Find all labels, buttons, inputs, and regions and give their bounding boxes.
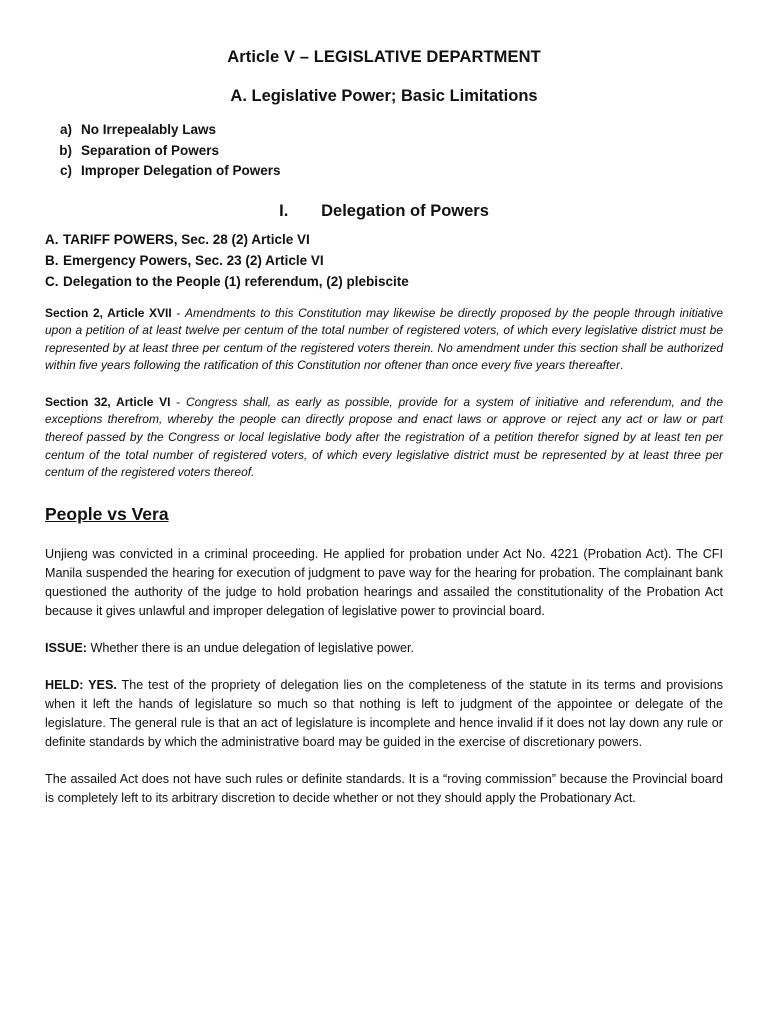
held-label: HELD: YES.: [45, 677, 117, 692]
list-marker: C.: [45, 273, 59, 289]
held-text: The test of the propriety of delegation lies on the completeness of the statute in its terms and provisions when it left the hands of legislature so much so that nothing is left to judgment of the appointee or delegate of the legislature. The general rule is that an act of legislature is incomplete and hence invalid if it does not lay down any rule or definite standards by which the administrative board may be guided in the exercise of discretionary powers.: [45, 677, 723, 749]
case-conclusion: The assailed Act does not have such rules or definite standards. It is a “roving commission” because the Provincial board is completely left to its arbitrary discretion to decide whether or not they should apply the Probationary Act.: [45, 771, 723, 805]
case-title: People vs Vera: [45, 503, 169, 524]
delegation-text: TARIFF POWERS, Sec. 28 (2) Article VI: [63, 231, 310, 247]
limitation-text: No Irrepealably Laws: [81, 122, 217, 137]
section-title: Delegation of Powers: [321, 201, 489, 220]
document-subtitle: A. Legislative Power; Basic Limitations: [230, 87, 538, 105]
limitation-item: [45, 120, 723, 141]
provision-end: .: [619, 358, 624, 373]
provision-citation: Section 2, Article XVII: [45, 305, 172, 320]
list-marker: A.: [45, 231, 59, 247]
provision-paragraph: [45, 394, 723, 482]
limitations-list: [45, 120, 723, 182]
case-held: [45, 676, 723, 752]
delegation-text: Emergency Powers, Sec. 23 (2) Article VI: [63, 252, 324, 268]
list-marker: B.: [45, 252, 59, 268]
limitation-text: Separation of Powers: [81, 142, 220, 158]
delegation-list: [45, 229, 723, 292]
limitation-item: [45, 161, 723, 182]
provision-paragraph: [45, 305, 723, 375]
provision-separator: -: [171, 305, 185, 320]
issue-label: ISSUE:: [45, 640, 87, 655]
case-issue: [45, 639, 723, 658]
delegation-item: [45, 229, 723, 250]
section-heading: [45, 202, 723, 221]
document-title: Article V – LEGISLATIVE DEPARTMENT: [227, 48, 541, 66]
delegation-text: Delegation to the People (1) referendum, (2) plebiscite: [63, 273, 409, 289]
list-marker: a): [59, 122, 72, 137]
limitation-item: [45, 141, 723, 162]
list-marker: c): [59, 163, 72, 178]
provision-text: Amendments to this Constitution may likewise be directly proposed by the people through initiative upon a petition of at least twelve per centum of the total number of registered voters, of which every legislative district must be represented by at least three per centum of the registered voters therein. No amendment under this section shall be authorized within five years following the ratification of this Constitution nor oftener than once every five years thereafter: [45, 305, 723, 373]
case-facts: Unjieng was convicted in a criminal proceeding. He applied for probation under Act No. 4221 (Probation Act). The CFI Manila suspended the hearing for execution of judgment to pave way for the hearing for probation. The complainant bank questioned the authority of the judge to hold probation hearings and assailed the constitutionality of the Probation Act because it gives unlawful and improper delegation of legislative power to provincial board.: [45, 546, 723, 618]
provision-citation: Section 32, Article VI: [45, 394, 171, 409]
list-marker: b): [59, 142, 72, 158]
delegation-item: [45, 271, 723, 292]
delegation-item: [45, 250, 723, 271]
provision-separator: -: [170, 394, 186, 409]
section-number: I.: [279, 201, 289, 220]
issue-text: Whether there is an undue delegation of legislative power.: [87, 640, 414, 655]
limitation-text: Improper Delegation of Powers: [81, 163, 281, 178]
provision-text: Congress shall, as early as possible, provide for a system of initiative and referendum, and the exceptions therefrom, whereby the people can directly propose and enact laws or approve or reject any act or law or part thereof passed by the Congress or local legislative body after the registration of a petition therefor signed by at least ten per centum of the total number of registered voters, of which every legislative district must be represented by at least three per centum of the registered voters thereof.: [45, 394, 723, 480]
